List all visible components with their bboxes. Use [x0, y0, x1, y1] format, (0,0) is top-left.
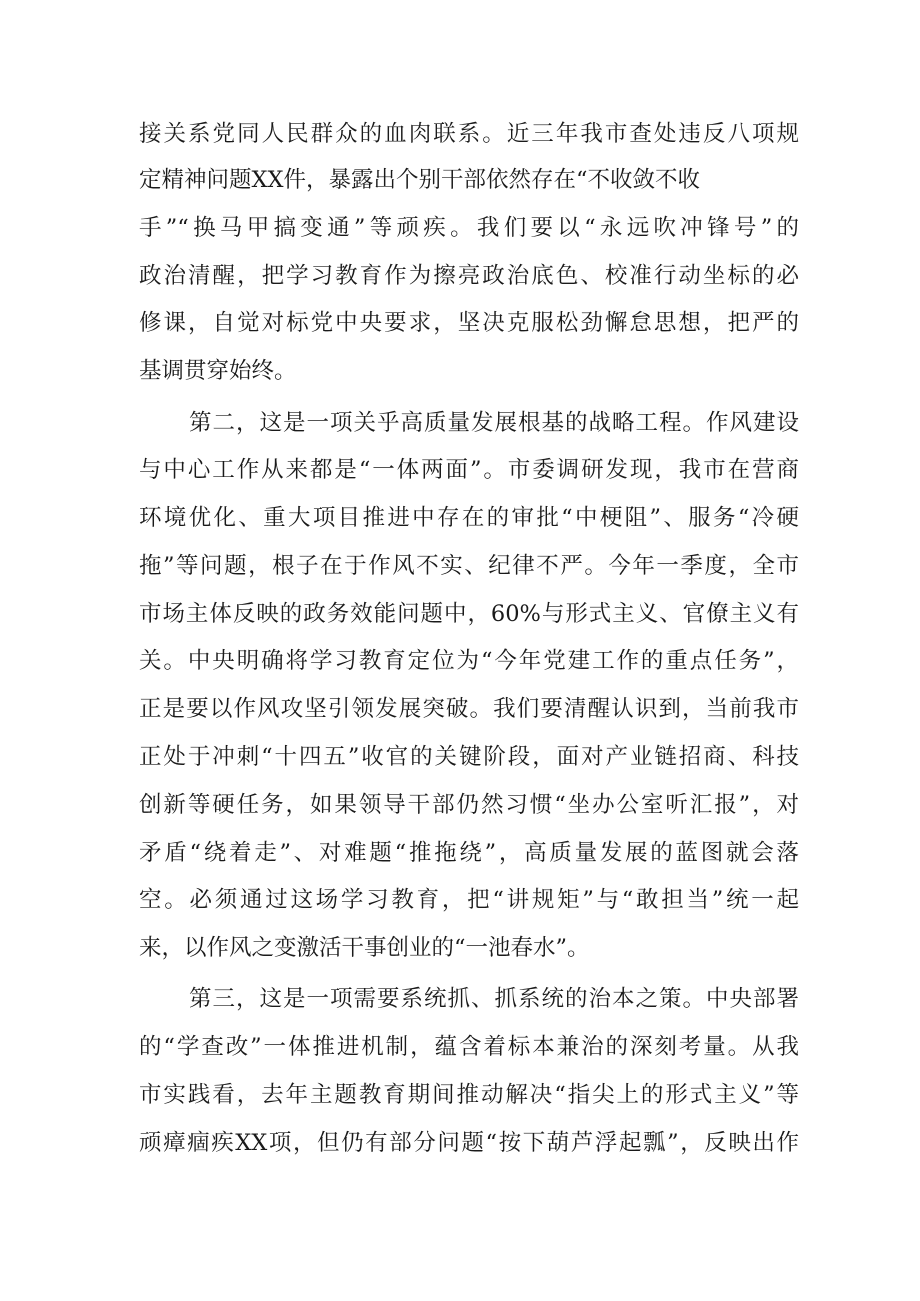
text-line: 基调贯穿始终。 [139, 358, 297, 384]
text-line: 修课，自觉对标党中央要求，坚决克服松劲懈怠思想，把严的 [139, 310, 799, 336]
text-line: 正是要以作风攻坚引领发展突破。我们要清醒认识到，当前我市 [139, 696, 799, 722]
text-line: 来，以作风之变激活干事创业的“一池春水”。 [139, 935, 590, 961]
text-line: 环境优化、重大项目推进中存在的审批“中梗阻”、服务“冷硬 [139, 505, 799, 531]
paragraph-first-line: 第三，这是一项需要系统抓、抓系统的治本之策。中央部署 [189, 986, 799, 1012]
paragraph-first-line: 第二，这是一项关乎高质量发展根基的战略工程。作风建设 [189, 410, 799, 436]
text-line: 政治清醒，把学习教育作为擦亮政治底色、校准行动坐标的必 [139, 263, 799, 289]
text-line: 矛盾“绕着走”、对难题“推拖绕”，高质量发展的蓝图就会落 [139, 840, 799, 866]
text-line: 顽瘴痼疾XX项，但仍有部分问题“按下葫芦浮起瓢”，反映出作 [139, 1130, 799, 1156]
text-line: 正处于冲刺“十四五”收官的关键阶段，面对产业链招商、科技 [139, 744, 799, 770]
text-line: 的“学查改”一体推进机制，蕴含着标本兼治的深刻考量。从我 [139, 1034, 799, 1060]
text-line: 接关系党同人民群众的血肉联系。近三年我市查处违反八项规 [139, 121, 799, 147]
text-line: 市场主体反映的政务效能问题中，60%与形式主义、官僚主义有 [139, 601, 799, 627]
text-line: 手”“换马甲搞变通”等顽疾。我们要以“永远吹冲锋号”的 [139, 215, 799, 241]
text-line: 定精神问题XX件，暴露出个别干部依然存在“不收敛不收 [139, 167, 701, 193]
text-line: 市实践看，去年主题教育期间推动解决“指尖上的形式主义”等 [139, 1082, 799, 1108]
text-line: 与中心工作从来都是“一体两面”。市委调研发现，我市在营商 [139, 457, 799, 483]
text-line: 拖”等问题，根子在于作风不实、纪律不严。今年一季度，全市 [139, 553, 799, 579]
text-line: 空。必须通过这场学习教育，把“讲规矩”与“敢担当”统一起 [139, 887, 799, 913]
text-line: 关。中央明确将学习教育定位为“今年党建工作的重点任务”， [139, 648, 799, 674]
text-line: 创新等硬任务，如果领导干部仍然习惯“坐办公室听汇报”，对 [139, 792, 799, 818]
